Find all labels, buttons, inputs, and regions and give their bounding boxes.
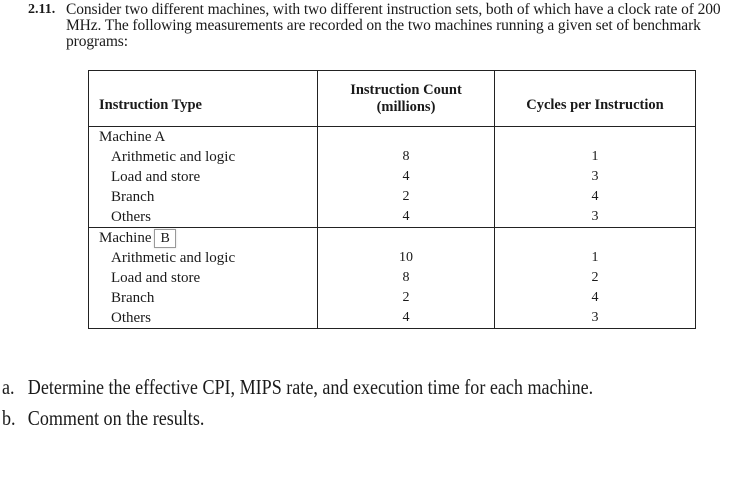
header-count-line1: Instruction Count [350, 81, 462, 98]
machine-b-name: Machine [99, 230, 152, 246]
table-row [89, 308, 696, 329]
instruction-count-cell: 4 [318, 207, 495, 228]
instruction-type-cell: Load and store [89, 268, 318, 288]
instruction-count-cell: 2 [318, 187, 495, 207]
cpi-cell: 1 [495, 248, 696, 268]
header-row [89, 71, 696, 127]
cpi-cell: 3 [495, 308, 696, 329]
table-row [89, 288, 696, 308]
question-list [2, 372, 742, 434]
table-row [89, 268, 696, 288]
question-text: Comment on the results. [27, 406, 205, 430]
machine-a-section [89, 127, 696, 228]
instruction-type-cell: Branch [89, 288, 318, 308]
question-b [2, 403, 742, 434]
benchmark-table [88, 70, 696, 329]
problem-text: Consider two different machines, with two different instruction sets, both of which have a clock rate of 200 MHz. The following measurements are recorded on the two machines running a given set of benchmark programs: [66, 1, 721, 50]
cpi-cell: 3 [495, 167, 696, 187]
table-row [89, 147, 696, 167]
table-row [89, 248, 696, 268]
machine-a-label-row [89, 127, 696, 148]
machine-b-tag: B [154, 229, 175, 248]
machine-b-label-row [89, 228, 696, 249]
machine-b-section [89, 228, 696, 329]
instruction-count-cell: 4 [318, 308, 495, 329]
instruction-type-cell: Branch [89, 187, 318, 207]
header-instruction-type: Instruction Type [89, 71, 318, 127]
instruction-type-cell: Arithmetic and logic [89, 248, 318, 268]
instruction-count-cell: 4 [318, 167, 495, 187]
instruction-type-cell: Load and store [89, 167, 318, 187]
cpi-cell: 4 [495, 288, 696, 308]
question-a [2, 372, 742, 403]
cpi-cell: 3 [495, 207, 696, 228]
instruction-count-cell: 8 [318, 147, 495, 167]
table-row [89, 167, 696, 187]
instruction-type-cell: Arithmetic and logic [89, 147, 318, 167]
question-label: b. [2, 406, 16, 430]
question-text: Determine the effective CPI, MIPS rate, and execution time for each machine. [27, 375, 594, 399]
header-count-line2: (millions) [376, 98, 436, 115]
instruction-type-cell: Others [89, 308, 318, 329]
problem-number: 2.11. [28, 2, 56, 17]
table-row [89, 207, 696, 228]
header-cycles-per-instruction: Cycles per Instruction [495, 71, 696, 127]
header-instruction-count [318, 71, 495, 127]
machine-b-label [89, 228, 318, 249]
cpi-cell: 4 [495, 187, 696, 207]
instruction-type-cell: Others [89, 207, 318, 228]
cpi-cell: 2 [495, 268, 696, 288]
instruction-count-cell: 2 [318, 288, 495, 308]
machine-a-label: Machine A [89, 127, 318, 148]
instruction-count-cell: 8 [318, 268, 495, 288]
instruction-count-cell: 10 [318, 248, 495, 268]
table-header [89, 71, 696, 127]
cpi-cell: 1 [495, 147, 696, 167]
table-row [89, 187, 696, 207]
question-label: a. [2, 375, 15, 399]
